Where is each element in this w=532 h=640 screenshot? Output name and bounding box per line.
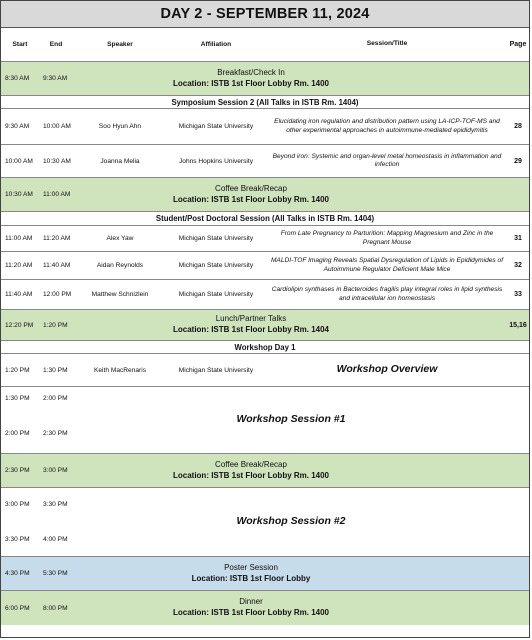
end-time: 10:00 AM: [43, 123, 71, 130]
header-start: Start: [12, 41, 28, 48]
end-time: 3:30 PM: [43, 501, 68, 508]
affiliation: Michigan State University: [178, 291, 254, 298]
affiliation: Johns Hopkins University: [178, 157, 254, 165]
speaker-name: Joanna Melia: [100, 157, 140, 165]
header-end: End: [49, 41, 63, 48]
workshop-session-title: Workshop Session #1: [236, 413, 346, 426]
end-time: 1:30 PM: [43, 366, 68, 374]
page-number: 15,16: [509, 321, 527, 329]
table-row: [1, 145, 529, 178]
table-row: [1, 109, 529, 145]
end-time: 9:30 AM: [43, 75, 68, 82]
event-location: Location: ISTB 1st Floor Lobby Rm. 1400: [172, 470, 330, 480]
start-time: 3:00 PM: [5, 501, 30, 508]
event-location: Location: ISTB 1st Floor Lobby: [191, 573, 311, 583]
talk-title: MALDI-TOF Imaging Reveals Spatial Dysregulation of Lipids in Epididymides of Autoimmune Regulator Deficient Male Mice: [270, 257, 504, 273]
event-block: [1, 557, 501, 590]
speaker-name: Aidan Reynolds: [96, 262, 144, 269]
start-time: 4:30 PM: [5, 570, 30, 577]
table-row: [1, 354, 529, 387]
end-time: 11:40 AM: [43, 262, 71, 269]
start-time: 12:20 PM: [5, 321, 34, 329]
event-block: [1, 178, 501, 211]
page-number: 31: [514, 235, 522, 242]
section-heading: Workshop Day 1: [1, 341, 529, 354]
event-name: Coffee Break/Recap: [215, 459, 287, 469]
speaker-name: Matthew Schnizlein: [91, 291, 149, 298]
dinner-row: [1, 591, 529, 625]
coffee-break-row: [1, 178, 529, 212]
talk-title: From Late Pregnancy to Parturition: Mapping Magnesium and Zinc in the Pregnant Mouse: [280, 230, 494, 246]
header-page: Page: [509, 41, 527, 48]
page-number: 33: [514, 291, 522, 298]
end-time: 8:00 PM: [43, 604, 68, 612]
start-time: 10:00 AM: [5, 157, 33, 165]
event-block: [1, 62, 501, 95]
start-time: 2:30 PM: [5, 467, 30, 474]
start-time: 2:00 PM: [5, 430, 30, 437]
lunch-row: [1, 310, 529, 341]
table-row: [1, 252, 529, 280]
affiliation: Michigan State University: [178, 262, 254, 269]
event-block: [1, 591, 501, 625]
header-session: Session/Title: [366, 40, 408, 48]
event-name: Coffee Break/Recap: [215, 183, 287, 193]
event-location: Location: ISTB 1st Floor Lobby Rm. 1404: [172, 325, 330, 334]
end-time: 12:00 PM: [43, 291, 72, 298]
event-block: [1, 310, 501, 340]
speaker-name: Soo Hyun Ahn: [98, 123, 142, 130]
end-time: 11:20 AM: [43, 235, 71, 242]
event-location: Location: ISTB 1st Floor Lobby Rm. 1400: [172, 608, 330, 617]
speaker-name: Keith MacRenaris: [93, 366, 147, 374]
start-time: 6:00 PM: [5, 604, 30, 612]
workshop-overview-title: Workshop Overview: [336, 363, 438, 376]
workshop-session-2-row: [1, 488, 529, 557]
talk-title: Cardiolipin synthases in Bacteroides fragilis play integral roles in lipid synthesis and intracellular ion homeostasis: [271, 286, 503, 302]
start-time: 8:30 AM: [5, 75, 30, 82]
breakfast-row: [1, 62, 529, 96]
workshop-session-title: Workshop Session #2: [236, 515, 346, 528]
event-location: Location: ISTB 1st Floor Lobby Rm. 1400: [172, 78, 330, 88]
table-row: [1, 280, 529, 310]
event-name: Breakfast/Check In: [217, 67, 285, 77]
affiliation: Michigan State University: [178, 123, 254, 130]
section-heading: Symposium Session 2 (All Talks in ISTB Rm. 1404): [1, 96, 529, 109]
end-time: 5:30 PM: [43, 570, 68, 577]
event-block: [1, 454, 501, 487]
start-time: 10:30 AM: [5, 191, 33, 198]
section-heading: Student/Post Doctoral Session (All Talks in ISTB Rm. 1404): [1, 212, 529, 226]
page-number: 28: [514, 123, 522, 130]
end-time: 4:00 PM: [43, 536, 68, 543]
event-location: Location: ISTB 1st Floor Lobby Rm. 1400: [172, 194, 330, 204]
poster-session-row: [1, 557, 529, 591]
talk-title: Elucidating iron regulation and distribution pattern using LA-ICP-TOF-MS and other experimental approaches in autoimmune-mediated epididymitis: [274, 118, 500, 134]
end-time: 2:00 PM: [43, 395, 68, 402]
coffee-break-row: [1, 454, 529, 488]
header-affiliation: Affiliation: [200, 41, 232, 48]
affiliation: Michigan State University: [178, 366, 254, 374]
start-time: 11:20 AM: [5, 262, 33, 269]
speaker-name: Alex Yaw: [106, 235, 134, 242]
end-time: 3:00 PM: [43, 467, 68, 474]
event-name: Dinner: [239, 597, 263, 607]
start-time: 3:30 PM: [5, 536, 30, 543]
start-time: 11:00 AM: [5, 235, 33, 242]
workshop-session-1-row: [1, 387, 529, 454]
event-name: Lunch/Partner Talks: [215, 314, 287, 324]
header-speaker: Speaker: [107, 41, 133, 48]
page-title: DAY 2 - SEPTEMBER 11, 2024: [1, 1, 529, 28]
talk-title: Beyond iron: Systemic and organ-level metal homeostasis in inflammation and infection: [272, 152, 502, 168]
event-name: Poster Session: [224, 562, 278, 572]
affiliation: Michigan State University: [178, 235, 254, 242]
end-time: 2:30 PM: [43, 430, 68, 437]
start-time: 11:40 AM: [5, 291, 33, 298]
start-time: 1:30 PM: [5, 395, 30, 402]
start-time: 9:30 AM: [5, 123, 30, 130]
table-row: [1, 226, 529, 252]
end-time: 1:20 PM: [43, 321, 68, 329]
page-number: 32: [514, 262, 522, 269]
start-time: 1:20 PM: [5, 366, 30, 374]
end-time: 10:30 AM: [43, 157, 71, 165]
header-row: [1, 28, 529, 62]
end-time: 11:00 AM: [43, 191, 71, 198]
page-number: 29: [514, 157, 522, 165]
